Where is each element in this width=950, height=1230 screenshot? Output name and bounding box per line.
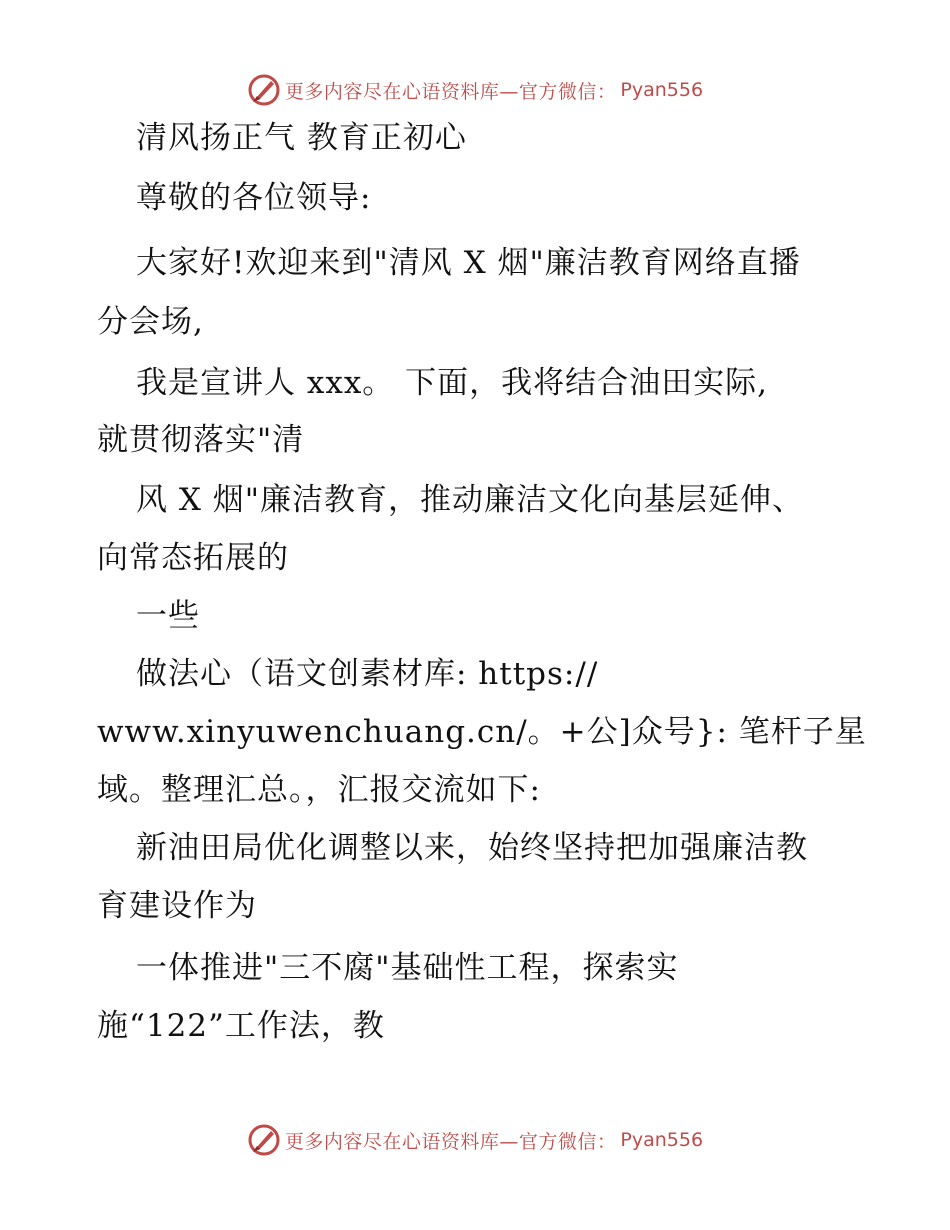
paragraph-line: www.xinyuwenchuang.cn/。+公]众号}: 笔杆子星 — [97, 714, 867, 750]
salutation: 尊敬的各位领导: — [136, 180, 372, 216]
paragraph-line: 一体推进"三不腐"基础性工程，探索实 — [136, 950, 679, 986]
paragraph-line: 向常态拓展的 — [97, 540, 289, 576]
paragraph-line: 施“122”工作法，教 — [97, 1008, 385, 1044]
paragraph-line: 域。整理汇总。，汇报交流如下: — [97, 772, 541, 808]
quill-logo-icon — [247, 73, 281, 107]
paragraph-line: 我是宣讲人 xxx。 下面，我将结合油田实际, — [136, 365, 769, 401]
paragraph-line: 新油田局优化调整以来，始终坚持把加强廉洁教 — [136, 830, 808, 866]
quill-logo-icon — [247, 1123, 281, 1157]
paragraph-line: 一些 — [136, 598, 200, 634]
watermark-wechat-id: Pyan556 — [620, 79, 704, 101]
header-watermark — [0, 70, 950, 110]
footer-watermark — [0, 1120, 950, 1160]
watermark-wechat-id: Pyan556 — [620, 1129, 704, 1151]
watermark-text: 更多内容尽在心语资料库—官方微信： — [284, 1130, 617, 1153]
document-title: 清风扬正气 教育正初心 — [136, 120, 467, 156]
watermark-text: 更多内容尽在心语资料库—官方微信： — [284, 80, 617, 103]
paragraph-line: 风 X 烟"廉洁教育，推动廉洁文化向基层延伸、 — [136, 482, 805, 518]
paragraph-line: 大家好!欢迎来到"清风 X 烟"廉洁教育网络直播 — [136, 245, 801, 281]
paragraph-line: 就贯彻落实"清 — [97, 422, 305, 458]
paragraph-line: 做法心（语文创素材库: https:// — [136, 656, 599, 692]
paragraph-line: 分会场, — [97, 304, 204, 340]
paragraph-line: 育建设作为 — [97, 888, 257, 924]
